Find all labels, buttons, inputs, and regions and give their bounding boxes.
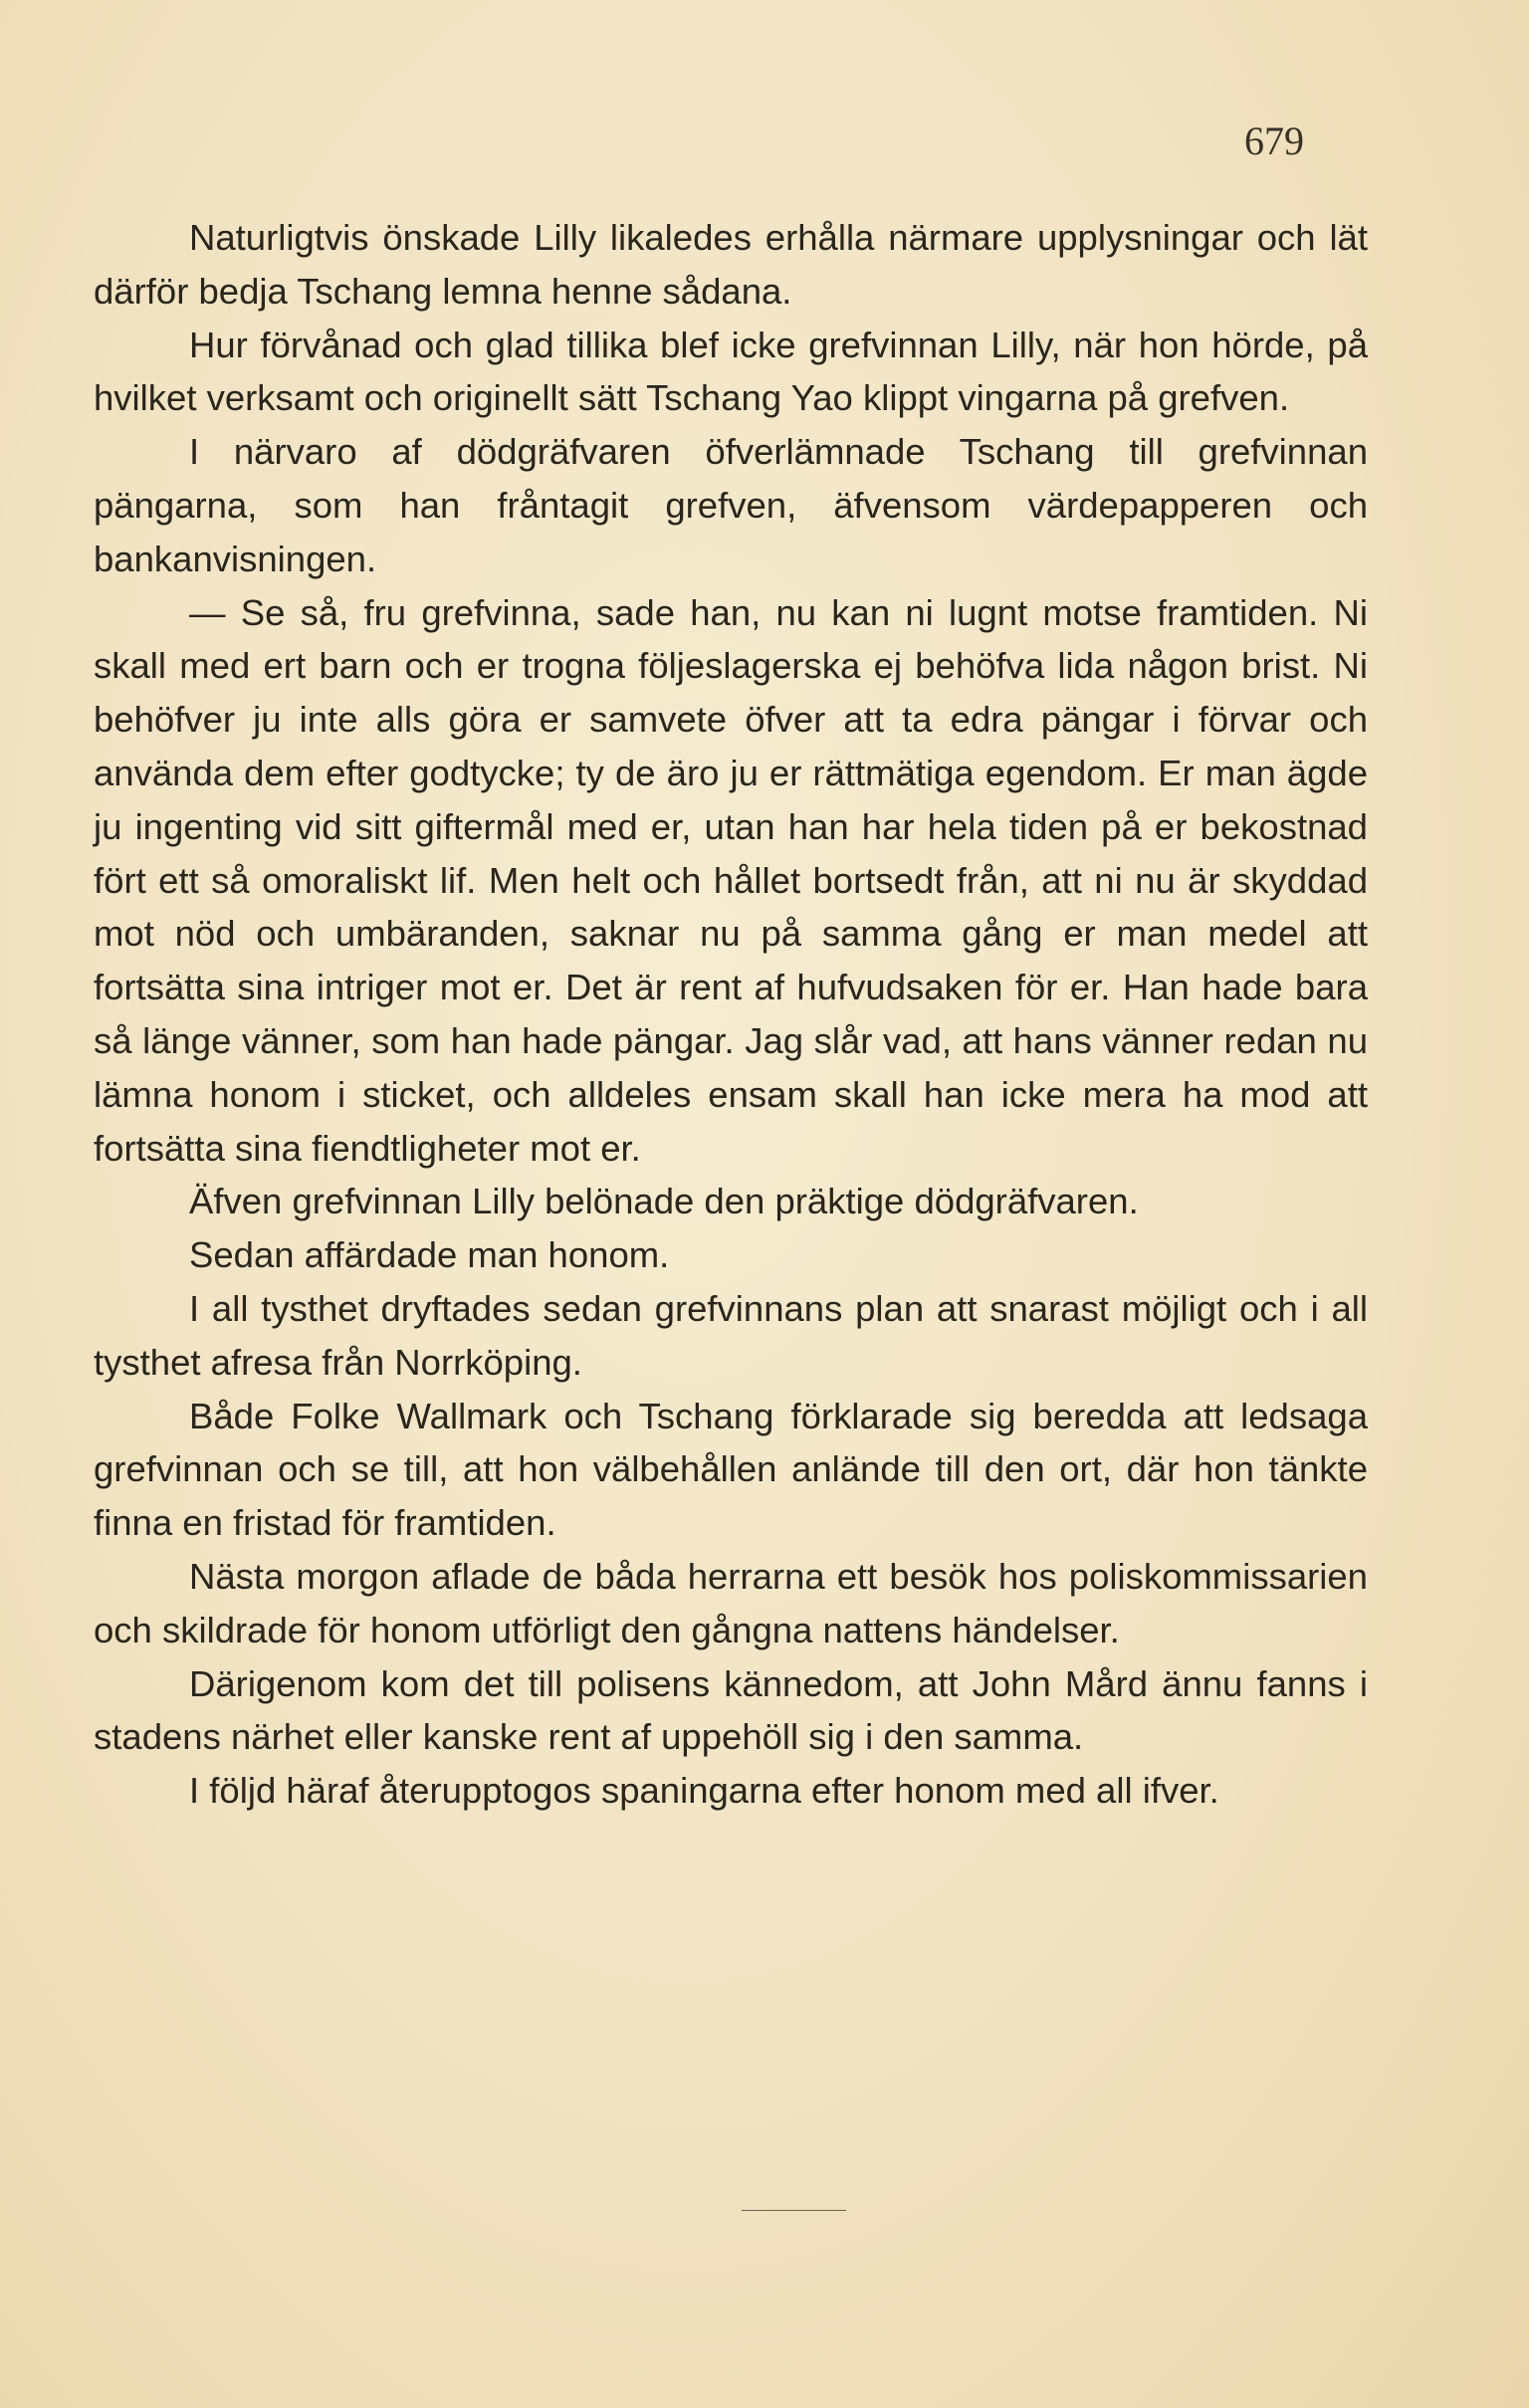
page-number: 679 <box>1244 118 1304 163</box>
paragraph: I följd häraf återupptogos spaningarna efter honom med all ifver. <box>189 1770 1219 1812</box>
end-rule-divider <box>742 2210 846 2211</box>
paragraph: Nästa morgon aflade de båda herrarna ett besök hos poliskommissarien och skildrade för honom utförligt den gångna nattens händelser. <box>94 1555 1368 1650</box>
paragraph: Sedan affärdade man honom. <box>189 1234 670 1276</box>
paragraph: Hur förvånad och glad tillika blef icke grefvinnan Lilly, när hon hörde, på hvilket verksamt och originellt sätt Tschang Yao klippt vingarna på grefven. <box>94 324 1368 419</box>
paragraph: — Se så, fru grefvinna, sade han, nu kan ni lugnt motse framtiden. Ni skall med ert barn och er trogna följeslagerska ej behöfva lida någon brist. Ni behöfver ju inte alls göra er samvete öfver att ta edra pängar i förvar och använda dem efter godtycke; ty de äro ju er rättmätiga egendom. Er man ägde ju ingenting vid sitt giftermål med er, utan han har hela tiden på er bekostnad fört ett så omoraliskt lif. Men helt och hållet bortsedt från, att ni nu är skyddad mot nöd och umbäranden, saknar nu på samma gång er man medel att fortsätta sina intriger mot er. Det är rent af hufvudsaken för er. Han hade bara så länge vänner, som han hade pängar. Jag slår vad, att hans vänner redan nu lämna honom i sticket, och alldeles ensam skall han icke mera ha mod att fortsätta sina fiendtligheter mot er. <box>94 591 1368 1169</box>
paragraph: Både Folke Wallmark och Tschang förklarade sig beredda att ledsaga grefvinnan och se till, att hon välbehållen anlände till den ort, där hon tänkte finna en fristad för framtiden. <box>94 1395 1368 1544</box>
paragraph: I närvaro af dödgräfvaren öfverlämnade Tschang till grefvinnan pängarna, som han fråntagit grefven, äfvensom värdepapperen och bankanvisningen. <box>94 431 1368 579</box>
paragraph: Naturligtvis önskade Lilly likaledes erhålla närmare upplysningar och lät därför bedja Tschang lemna henne sådana. <box>94 217 1368 312</box>
paragraph: Äfven grefvinnan Lilly belönade den präktige dödgräfvaren. <box>189 1181 1139 1222</box>
paragraph: Därigenom kom det till polisens kännedom, att John Mård ännu fanns i stadens närhet eller kanske rent af uppehöll sig i den samma. <box>94 1662 1368 1758</box>
paragraph: I all tysthet dryftades sedan grefvinnans plan att snarast möjligt och i all tysthet afresa från Norrköping. <box>94 1287 1368 1383</box>
body-text <box>94 211 1368 1818</box>
